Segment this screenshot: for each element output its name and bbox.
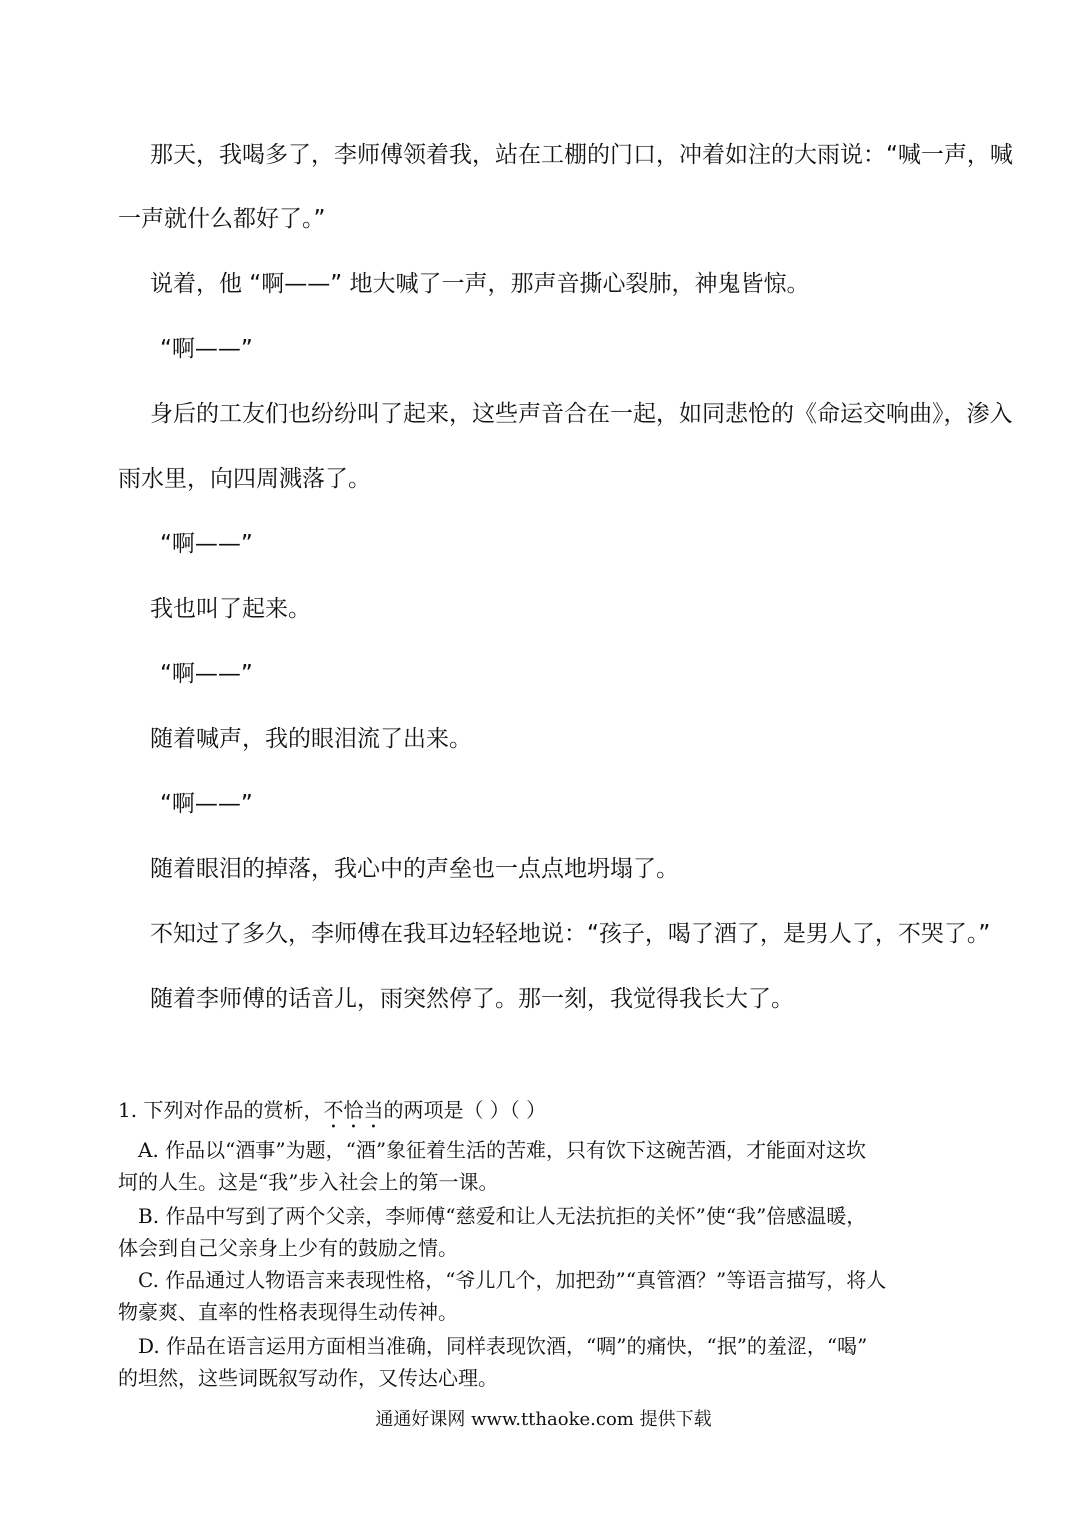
story-paragraph-1-line-2: 一声就什么都好了。”	[118, 206, 326, 232]
option-b-line-1: B. 作品中写到了两个父亲，李师傅“慈爱和让人无法抗拒的关怀”使“我”倍感温暖，	[138, 1204, 867, 1228]
option-d-line-1: D. 作品在语言运用方面相当准确，同样表现饮酒，“啁”的痛快，“抿”的羞涩，“喝”	[138, 1334, 868, 1358]
story-paragraph-3: “啊——”	[160, 336, 253, 362]
story-paragraph-12: 随着李师傅的话音儿，雨突然停了。那一刻，我觉得我长大了。	[150, 986, 794, 1012]
question-stem-emphasis: 不恰当	[323, 1098, 384, 1122]
story-paragraph-11: 不知过了多久，李师傅在我耳边轻轻地说：“孩子，喝了酒了，是男人了，不哭了。”	[150, 921, 991, 947]
story-paragraph-10: 随着眼泪的掉落，我心中的声垒也一点点地坍塌了。	[150, 856, 679, 882]
question-stem-prefix: 1. 下列对作品的赏析，	[118, 1098, 324, 1122]
option-d-line-2: 的坦然，这些词既叙写动作，又传达心理。	[118, 1366, 498, 1390]
story-paragraph-7: “啊——”	[160, 661, 253, 687]
option-b-line-2: 体会到自己父亲身上少有的鼓励之情。	[118, 1236, 458, 1260]
question-stem-suffix: 的两项是（ ）（ ）	[383, 1098, 547, 1122]
story-paragraph-4-line-1: 身后的工友们也纷纷叫了起来，这些声音合在一起，如同悲怆的《命运交响曲》，渗入	[150, 401, 1013, 427]
story-paragraph-8: 随着喊声，我的眼泪流了出来。	[150, 726, 472, 752]
story-paragraph-4-line-2: 雨水里，向四周溅落了。	[118, 466, 371, 492]
story-paragraph-5: “啊——”	[160, 531, 253, 557]
story-paragraph-9: “啊——”	[160, 791, 253, 817]
option-c-line-1: C. 作品通过人物语言来表现性格，“爷儿几个，加把劲”“真管酒？”等语言描写，将人	[138, 1268, 887, 1292]
question-stem	[118, 1097, 546, 1133]
page-footer: 通通好课网 www.tthaoke.com 提供下载	[375, 1409, 712, 1430]
story-paragraph-6: 我也叫了起来。	[150, 596, 311, 622]
option-c-line-2: 物豪爽、直率的性格表现得生动传神。	[118, 1300, 458, 1324]
story-paragraph-1-line-1: 那天，我喝多了，李师傅领着我，站在工棚的门口，冲着如注的大雨说：“喊一声，喊	[150, 142, 1013, 168]
option-a-line-1: A. 作品以“酒事”为题，“酒”象征着生活的苦难，只有饮下这碗苦酒，才能面对这坎	[138, 1138, 867, 1162]
story-paragraph-2: 说着，他 “啊——” 地大喊了一声，那声音撕心裂肺，神鬼皆惊。	[150, 271, 810, 297]
option-a-line-2: 坷的人生。这是“我”步入社会上的第一课。	[118, 1170, 499, 1194]
